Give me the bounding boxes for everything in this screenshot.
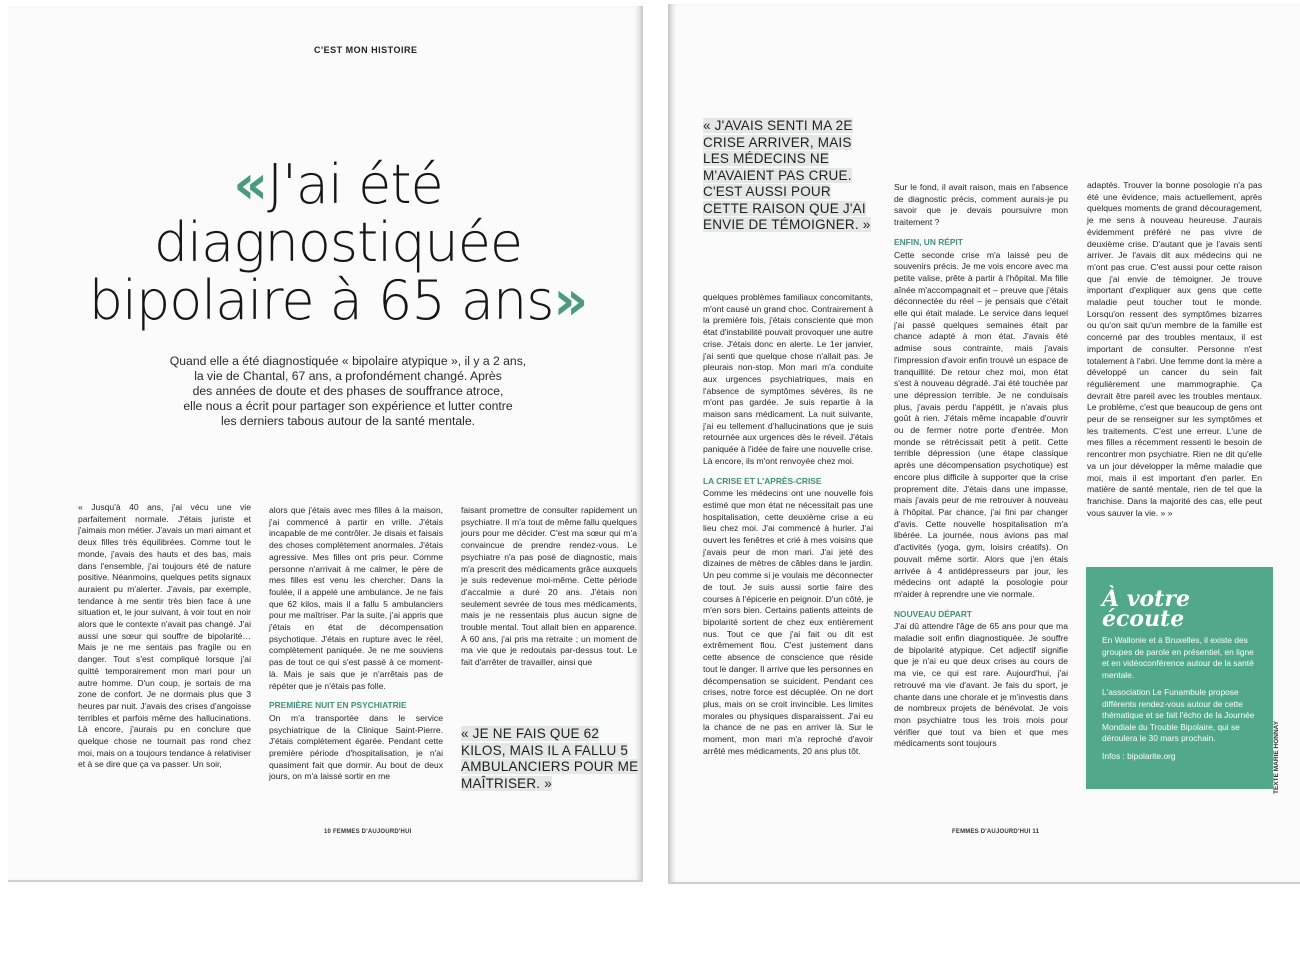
right-folio: FEMMES D'AUJOURD'HUI 11 — [952, 829, 1040, 835]
left-page — [8, 6, 643, 882]
body-paragraph: « Jusqu'à 40 ans, j'ai vécu une vie parfaitement normale. J'étais juriste et j'aimais mon métier. J'avais un mari aimant et deux filles très équilibrées. Comme tout le monde, j'avais des hauts et des bas, mais dans l'ensemble, j'ai toujours été de nature positive. Néanmoins, quelques petits signaux auraient pu m'alerter. J'avais, par exemple, tendance à me sentir très bien face à une situation et, le jour suivant, à voir tout en noir alors que le contexte n'avait pas changé. J'ai aussi une sœur qui souffre de bipolarité… Mais je ne me sentais pas fragile ou en danger. Tout s'est compliqué lorsque j'ai quitté temporairement mon mari pour un autre homme. D'un coup, je sortais de ma zone de confort. Je ne dormais plus que 3 heures par nuit. J'avais des crises d'angoisse terribles et parfois même des hallucinations. Là encore, j'aurais pu en conclure que quelque chose ne tournait pas rond chez moi, mais on a toujours tendance à relativiser et à se dire que ça va passer. Un soir, — [78, 502, 251, 770]
lead-line: les derniers tabous autour de la santé mentale. — [220, 414, 476, 428]
body-paragraph: Cette seconde crise m'a laissé peu de souvenirs précis. Je me vois encore avec ma petite valise, prête à partir à l'hôpital. Ma fille aînée m'accompagnait et – preuve que j'étais déconnectée du réel – je pensais que c'était elle qui était malade. Le service dans lequel j'ai passé quelques semaines était par chance adapté à mon état. J'avais été admise sous contrainte, mais j'avais l'impression d'avoir enfin trouvé un espace de tranquillité. De retour chez moi, mon état s'est à nouveau dégradé. J'ai été touchée par une dépression terrible. Je ne conduisais plus, j'avais perdu l'appétit, je n'avais plus goût à rien. J'étais même incapable d'ouvrir ou de fermer notre porte d'entrée. Mon monde se rétrécissait petit à petit. Cette terrible dépression (une étape classique après une décompensation psychotique) est encore plus difficile à supporter que la crise proprement dite. J'étais dans une impasse, mais j'avais peur de me retrouver à nouveau à l'hôpital. Par chance, j'ai fini par changer d'avis. Cette nouvelle hospitalisation m'a libérée. La journée, nous avions pas mal d'activités (yoga, gym, loisirs créatifs). On pouvait même sortir. Alors que j'en étais arrivée à 4 antidépresseurs par jour, les médecins ont adapté la posologie pour m'aider à reprendre une vie normale. — [894, 249, 1068, 599]
pullquote-text: « JE NE FAIS QUE 62 KILOS, MAIS IL A FALLU 5 AMBULANCIERS POUR ME MAÎTRISER. » — [461, 726, 639, 791]
body-paragraph: alors que j'étais avec mes filles à la maison, j'ai commencé à partir en vrille. J'étais incapable de me contrôler. Je disais et faisais des choses complètement anormales. J'étais agressive. Mes filles ont pris peur. Comme personne n'arrivait à me calmer, le père de mes filles est venu les chercher. Dans la foulée, il a appelé une ambulance. Je ne fais que 62 kilos, mais il a fallu 5 ambulanciers pour me maîtriser. Par la suite, j'ai appris que j'étais en état de décompensation psychotique. J'étais en rupture avec le réel, complètement paniquée. Je ne me souviens pas de tout ce qui s'est passé à ce moment-là. Mais je sais que je n'arrêtais pas de répéter que je n'étais pas folle. — [269, 505, 443, 691]
subheading-respite: ENFIN, UN RÉPIT — [894, 236, 963, 247]
body-paragraph: faisant promettre de consulter rapidement un psychiatre. Il m'a tout de même fallu quelques jours pour me décider. C'est ma sœur qui m'a convaincue de prendre rendez-vous. Le psychiatre n'a pas posé de diagnostic, mais m'a prescrit des médicaments grâce auxquels je suis redevenue moi-même. Cette période d'accalmie a duré 20 ans. J'étais non seulement sevrée de tous mes médicaments, mais je ne ressentais plus aucun signe de trouble mental. Tout allait bien en apparence. À 60 ans, j'ai pris ma retraite ; un moment de ma vie que je redoutais par-dessus tout. Le fait d'arrêter de travailler, ainsi que — [461, 505, 637, 668]
subheading-crisis: LA CRISE ET L'APRÈS-CRISE — [703, 475, 822, 486]
body-paragraph: J'ai dû attendre l'âge de 65 ans pour que ma maladie soit enfin diagnostiquée. Je souffre de bipolarité atypique. Cet adjectif signifie que je n'ai eu que deux crises au cours de ma vie, ce qui est rare. Aujourd'hui, j'ai retrouvé ma vie d'avant. Je fais du sport, je chante dans une chorale et je m'investis dans de nombreux projets de bénévolat. Je vois mon psychiatre tous les trois mois pour vérifier que tout va bien et que mes médicaments sont toujours — [894, 621, 1068, 749]
subheading-first-night: PREMIÈRE NUIT EN PSYCHIATRIE — [269, 700, 407, 711]
body-paragraph: adaptés. Trouver la bonne posologie n'a pas été une évidence, mais actuellement, après quelques moments de grand découragement, je me sens à nouveau heureuse. J'aurais évidemment préféré ne pas vivre de deuxième crise. D'autant que je l'avais senti arriver. Je l'avais dit aux médecins qui ne m'ont pas crue. C'est aussi pour cette raison que j'ai envie de témoigner. Je trouve important d'expliquer aux gens que cette maladie peut toucher tout le monde. Lorsqu'on ressent des symptômes bizarres ou qu'on sait qu'un membre de la famille est concerné par des troubles mentaux, il est important de consulter. Personne n'est totalement à l'abri. Une femme dont la mère a développé un cancer du sein fait régulièrement une mammographie. Ça devrait être pareil avec les troubles mentaux. Le problème, c'est que beaucoup de gens ont peur de se renseigner sur les symptômes et les traitements. C'est une erreur. L'une de mes filles a récemment ressenti le besoin de rencontrer mon psychiatre. Rien ne dit qu'elle va un jour développer la même maladie que moi, mais il est important d'en parler. En matière de santé mentale, rien de tel que la franchise. Dans la majorité des cas, elle peut vous sauver la vie. » » — [1087, 180, 1262, 518]
article-lead — [138, 354, 558, 429]
section-kicker: C'EST MON HISTOIRE — [314, 45, 418, 55]
body-paragraph: Comme les médecins ont une nouvelle fois estimé que mon état ne nécessitait pas une hospitalisation, cette deuxième crise a eu lieu chez moi. J'ai commencé à hurler. J'ai ouvert les fenêtres et crié à mes voisins que j'avais peur de mon mari. J'ai jeté des dizaines de mètres de câbles dans le jardin. Un peu comme si je voulais me déconnecter de tout. Je suis aussi sortie faire des courses à l'épicerie en peignoir. D'un côté, je m'en sors bien. Certains patients atteints de bipolarité sortent de chez eux entièrement nus. Tout ce que j'ai fait ou dit est extrêmement flou. C'est justement dans cette absence de conscience que réside tout le danger. Il arrive que les personnes en décompensation se suicident. Pendant ces crises, notre force est décuplée. On ne dort plus, mais on se croit invincible. Les limites morales ou physiques disparaissent. J'ai eu la chance de ne pas en arriver là. Sur le moment, mon mari m'a reproché d'avoir arrêté mes médicaments, 20 ans plus tôt. — [703, 488, 874, 756]
info-box — [1086, 567, 1273, 789]
info-box-title-line-2: écoute — [1102, 606, 1185, 632]
lead-line: elle nous a écrit pour partager son expérience et lutter contre — [183, 399, 513, 413]
lead-line: des années de doute et des phases de souffrance atroce, — [192, 384, 504, 398]
info-box-link: Infos : bipolarite.org — [1102, 750, 1176, 761]
right-page — [668, 4, 1300, 884]
lead-line: la vie de Chantal, 67 ans, a profondément changé. Après — [194, 369, 502, 383]
article-title — [48, 153, 628, 332]
info-box-title-line-1: À votre — [1102, 586, 1190, 612]
right-pullquote — [703, 118, 871, 234]
title-line-1: J'ai été — [267, 153, 443, 216]
right-column-2 — [894, 182, 1068, 750]
subheading-new-start: NOUVEAU DÉPART — [894, 608, 973, 619]
left-pullquote — [461, 726, 639, 792]
right-column-1 — [703, 292, 873, 757]
title-line-3: bipolaire à 65 ans — [88, 269, 554, 332]
body-paragraph: Sur le fond, il avait raison, mais en l'absence de diagnostic précis, comment aurais-je pu savoir que je devais poursuivre mon traitement ? — [894, 182, 1068, 228]
body-paragraph: quelques problèmes familiaux concomitants, m'ont causé un grand choc. Contrairement à la première fois, j'étais consciente que mon état d'instabilité pouvait provoquer une autre crise. J'étais donc en alerte. Le 1er janvier, j'ai senti que quelque chose n'allait pas. Je pleurais non-stop. Mon mari m'a conduite aux urgences psychiatriques, mais en l'absence de symptômes sévères, ils ne m'ont pas gardée. Je suis repartie à la maison sans médicament. La nuit suivante, j'ai eu tellement d'hallucinations que je suis retournée aux urgences dès le réveil. J'étais paniquée à l'idée de faire une nouvelle crise. Là encore, ils m'ont renvoyée chez moi. — [703, 292, 873, 466]
info-box-paragraph: En Wallonie et à Bruxelles, il existe des groupes de parole en présentiel, en ligne et en vidéoconférence autour de la santé mentale. — [1102, 635, 1254, 680]
left-column-1 — [78, 502, 251, 771]
left-column-3 — [461, 505, 637, 669]
left-folio: 10 FEMMES D'AUJOURD'HUI — [324, 829, 412, 835]
body-paragraph: On m'a transportée dans le service psychiatrique de la Clinique Saint-Pierre. J'étais complètement égarée. Pendant cette première période d'hospitalisation, je n'ai quasiment fait que dormir. Au bout de deux jours, on m'a laissé sortir en me — [269, 712, 443, 782]
title-close-quote: » — [553, 269, 588, 332]
pullquote-text: « J'AVAIS SENTI MA 2E CRISE ARRIVER, MAIS LES MÉDECINS NE M'AVAIENT PAS CRUE. C'EST AUSSI POUR CETTE RAISON QUE J'AI ENVIE DE TÉMOIGNER. » — [703, 118, 871, 232]
info-box-paragraph: L'association Le Funambule propose différents rendez-vous autour de cette thématique et se fait l'écho de la Journée Mondiale du Trouble Bipolaire, qui se déroulera le 30 mars prochain. — [1102, 687, 1255, 743]
author-credit: TEXTE MARIE HONNAY — [1273, 720, 1280, 794]
title-line-2: diagnostiquée — [153, 211, 523, 274]
left-column-2 — [269, 505, 443, 783]
title-open-quote: « — [233, 153, 268, 216]
lead-line: Quand elle a été diagnostiquée « bipolaire atypique », il y a 2 ans, — [169, 354, 527, 368]
right-column-3 — [1087, 180, 1262, 519]
